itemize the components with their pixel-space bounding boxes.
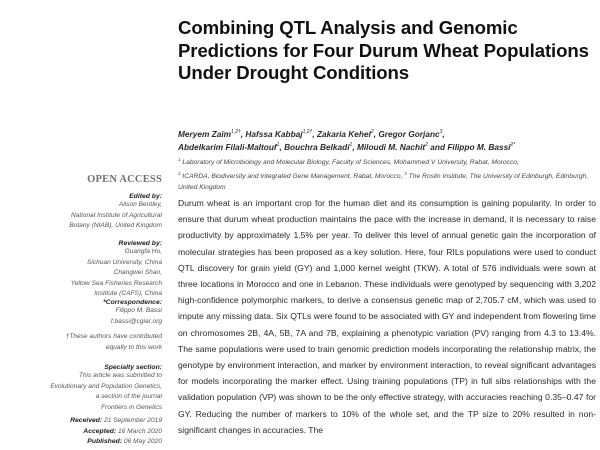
editor-name[interactable]: Alison Bentley, xyxy=(118,201,162,208)
author-list: Meryem Zaïm$^{1,2\dagger}$, Hafssa Kabbaj$^{1,2\dagger}$, Zakaria Kehel$^2$, Gregor Gorjanc$^3$, Abdelkarim Filali-Maltouf$^1$, Bouchra Belkadi$^1$, Miloudi M. Nachit$^2$ and Filippo M. Bassi$^{2*}$ xyxy=(178,128,516,153)
author[interactable]: Bouchra Belkadi$^1$ xyxy=(284,142,353,153)
affiliation: Laboratory of Microbiology and Molecular Biology, Faculty of Sciences, Mohammed V University, Rabat, Morocco, xyxy=(182,159,519,167)
author[interactable]: Abdelkarim Filali-Maltouf$^1$ xyxy=(178,142,280,153)
author[interactable]: Zakaria Kehel$^2$ xyxy=(316,128,374,139)
author[interactable]: Filippo M. Bassi$^{2*}$ xyxy=(447,142,516,153)
specialty-section: Specialty section: This article was submitted to Evolutionary and Population Genetics, a section of the journal Frontiers in Genetics xyxy=(0,364,162,413)
author[interactable]: Miloudi M. Nachit$^2$ xyxy=(356,142,428,153)
editor-block: Edited by: Alison Bentley, National Institute of Agricultural Botany (NIAB), United Kingdom xyxy=(0,193,162,232)
affiliations: $^1$ Laboratory of Microbiology and Molecular Biology, Faculty of Sciences, Mohammed V University, Rabat, Morocco, $^2$ ICARDA, Biodiversity and Integrated Gene Management, Rabat, Morocco, $^3$ The Roslin Institute, The University of Edinburgh, Edinburgh, United Kingdom xyxy=(178,157,589,192)
open-access-label: OPEN ACCESS xyxy=(87,174,162,185)
correspondence-email-link[interactable]: f.bassi@cgiar.org xyxy=(110,317,162,325)
affiliation: The Roslin Institute, The University of Edinburgh, Edinburgh, United Kingdom xyxy=(178,173,589,192)
article-title: Combining QTL Analysis and Genomic Predictions for Four Durum Wheat Populations Under Drought Conditions xyxy=(178,17,589,83)
abstract xyxy=(178,195,596,438)
author[interactable]: Gregor Gorjanc$^3$ xyxy=(378,128,443,139)
publication-dates: Received: 21 September 2019 Accepted: 16 March 2020 Published: 06 May 2020 xyxy=(70,417,162,445)
correspondence-block: *Correspondence: Filippo M. Bassi f.bassi@cgiar.org xyxy=(0,299,162,327)
section-link[interactable]: Evolutionary and Population Genetics, xyxy=(50,382,162,390)
equal-contribution-note: †These authors have contributed equally to this work xyxy=(65,333,162,351)
author[interactable]: Meryem Zaïm$^{1,2\dagger}$ xyxy=(178,128,241,139)
reviewer-block: Reviewed by: Guangfa Hu, Sichuan University, China Changwei Shao, Yellow Sea Fisheries Research Institute (CAFS), China xyxy=(0,240,162,300)
author[interactable]: Hafssa Kabbaj$^{1,2\dagger}$ xyxy=(245,128,313,139)
reviewer-name[interactable]: Guangfa Hu, xyxy=(124,248,162,255)
abstract-text: Durum wheat is an important crop for the human diet and its consumption is gaining popularity. In order to ensure that durum wheat production maintains the pace with the increase in demand, it is necessary to raise productivity by approximately 1.5% per year. To deliver this level of annual genetic gain the incorporation of molecular strategies has been proposed as a key solution. Here, four RILs populations were used to conduct QTL discovery for grain yield (GY) and 1,000 kernel weight (TKW). A total of 576 individuals were sown at three locations in Morocco and one in Lebanon. These individuals were genotyped by sequencing with 3,202 high-confidence polymorphic markers, to derive a consensus genetic map of 2,705.7 cM, which was used to impute any missing data. Six QTLs were found to be associated with GY and independent from flowering time on chromosomes 2B, 4A, 5B, 7A and 7B, explaining a phenotypic variation (PV) ranging from 4.3 to 13.4%. The same populations were used to train genomic prediction models incorporating the relationship matrix, the genotype by environment interaction, and marker by environment interaction, to reveal significant advantages for models incorporating the marker effect. Using training populations (TP) in full sibs relationships with the validation population (VP) was shown to be the only effective strategy, with accuracies reaching 0.35–0.47 for GY. Reducing the number of markers to 10% of the whole set, and the TP size to 20% resulted in non-significant changes in accuracies. The xyxy=(178,198,596,435)
affiliation: ICARDA, Biodiversity and Integrated Gene Management, Rabat, Morocco, xyxy=(182,173,403,181)
reviewer-name[interactable]: Changwei Shao, xyxy=(113,269,162,276)
journal-link[interactable]: Frontiers in Genetics xyxy=(101,403,162,411)
